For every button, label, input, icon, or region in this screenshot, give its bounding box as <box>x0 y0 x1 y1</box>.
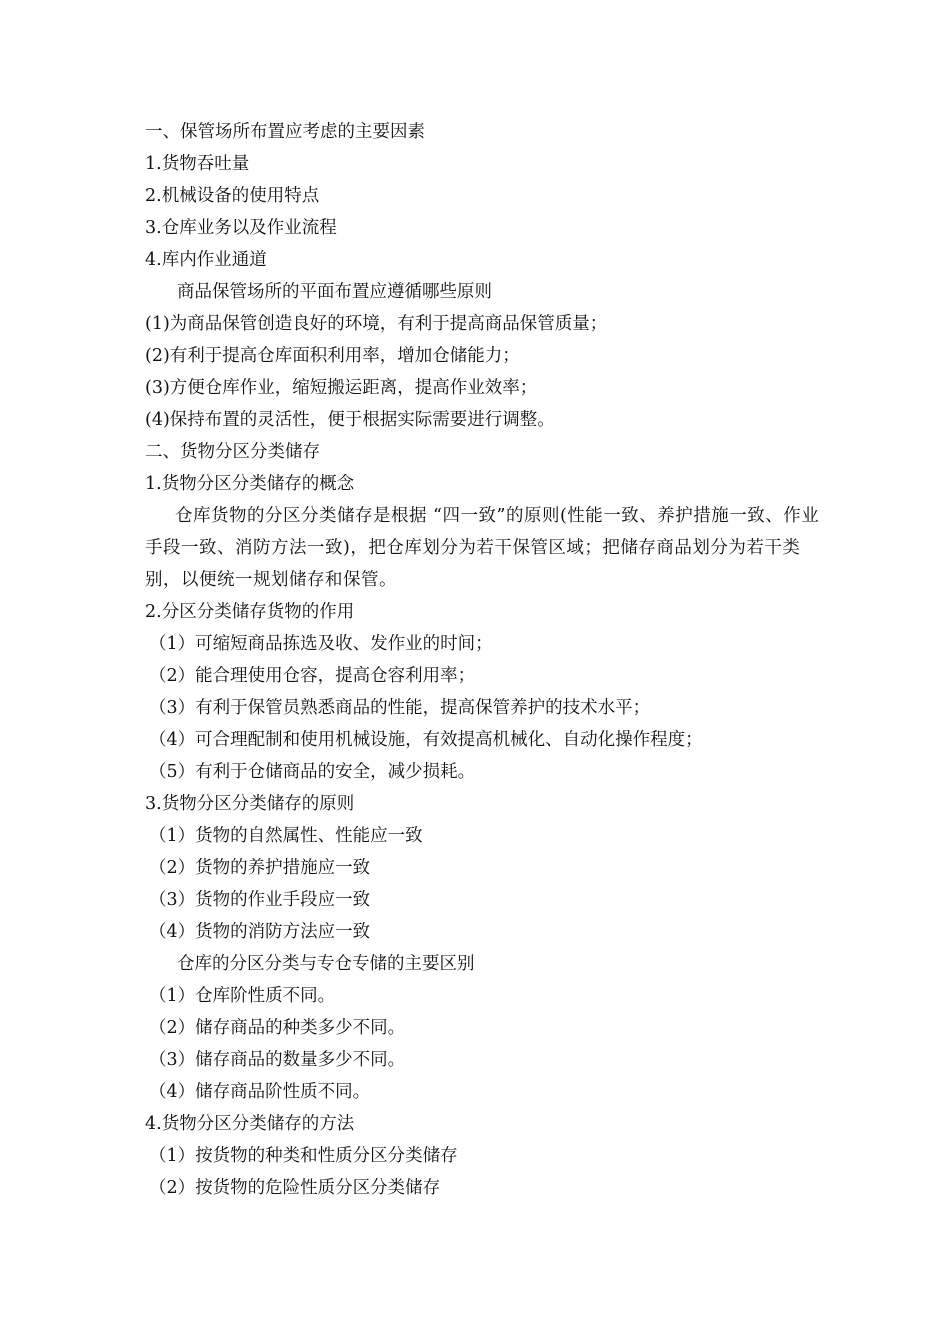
s1-heading: 一、保管场所布置应考虑的主要因素 <box>145 122 425 142</box>
s2-1-paragraph: 仓库货物的分区分类储存是根据 “四一致”的原则(性能一致、养护措施一致、作业手段一致、消防方法一致)，把仓库划分为若干保管区域；把储存商品划分为若干类别，以便统一规划储存和保管。 <box>145 506 820 590</box>
s2-3-subheading: 仓库的分区分类与专仓专储的主要区别 <box>177 954 475 974</box>
s2-2-item-2: （2）能合理使用仓容，提高仓容利用率； <box>149 666 476 686</box>
s2-2-item-1: （1）可缩短商品拣选及收、发作业的时间； <box>149 634 493 654</box>
s2-4-item-1: （1）按货物的种类和性质分区分类储存 <box>149 1146 458 1166</box>
s2-2-item-4: （4）可合理配制和使用机械设施，有效提高机械化、自动化操作程度； <box>149 730 703 750</box>
s2-2-item-5: （5）有利于仓储商品的安全，减少损耗。 <box>149 762 476 782</box>
s1-principle-4: (4)保持布置的灵活性，便于根据实际需要进行调整。 <box>145 410 555 430</box>
s2-4-item-2: （2）按货物的危险性质分区分类储存 <box>149 1178 441 1198</box>
s1-subheading: 商品保管场所的平面布置应遵循哪些原则 <box>177 282 492 302</box>
s1-item-1: 1.货物吞吐量 <box>145 154 250 174</box>
s2-3-diff-1: （1）仓库阶性质不同。 <box>149 986 336 1006</box>
s2-3-item-2: （2）货物的养护措施应一致 <box>149 858 371 878</box>
s2-2-item-3: （3）有利于保管员熟悉商品的性能，提高保管养护的技术水平； <box>149 698 651 718</box>
document-body <box>145 116 825 1204</box>
s2-3-heading: 3.货物分区分类储存的原则 <box>145 794 355 814</box>
s1-item-2: 2.机械设备的使用特点 <box>145 186 320 206</box>
s1-principle-3: (3)方便仓库作业，缩短搬运距离，提高作业效率； <box>145 378 538 398</box>
s2-4-heading: 4.货物分区分类储存的方法 <box>145 1114 355 1134</box>
s2-3-item-1: （1）货物的自然属性、性能应一致 <box>149 826 423 846</box>
s1-item-3: 3.仓库业务以及作业流程 <box>145 218 337 238</box>
s2-3-item-4: （4）货物的消防方法应一致 <box>149 922 371 942</box>
s2-3-item-3: （3）货物的作业手段应一致 <box>149 890 371 910</box>
s2-heading: 二、货物分区分类储存 <box>145 442 320 462</box>
s2-3-diff-3: （3）储存商品的数量多少不同。 <box>149 1050 406 1070</box>
s2-1-heading: 1.货物分区分类储存的概念 <box>145 474 355 494</box>
s1-principle-1: (1)为商品保管创造良好的环境，有利于提高商品保管质量； <box>145 314 608 334</box>
s1-principle-2: (2)有利于提高仓库面积利用率，增加仓储能力； <box>145 346 520 366</box>
s2-2-heading: 2.分区分类储存货物的作用 <box>145 602 355 622</box>
s2-3-diff-4: （4）储存商品阶性质不同。 <box>149 1082 371 1102</box>
s1-item-4: 4.库内作业通道 <box>145 250 267 270</box>
s2-3-diff-2: （2）储存商品的种类多少不同。 <box>149 1018 406 1038</box>
